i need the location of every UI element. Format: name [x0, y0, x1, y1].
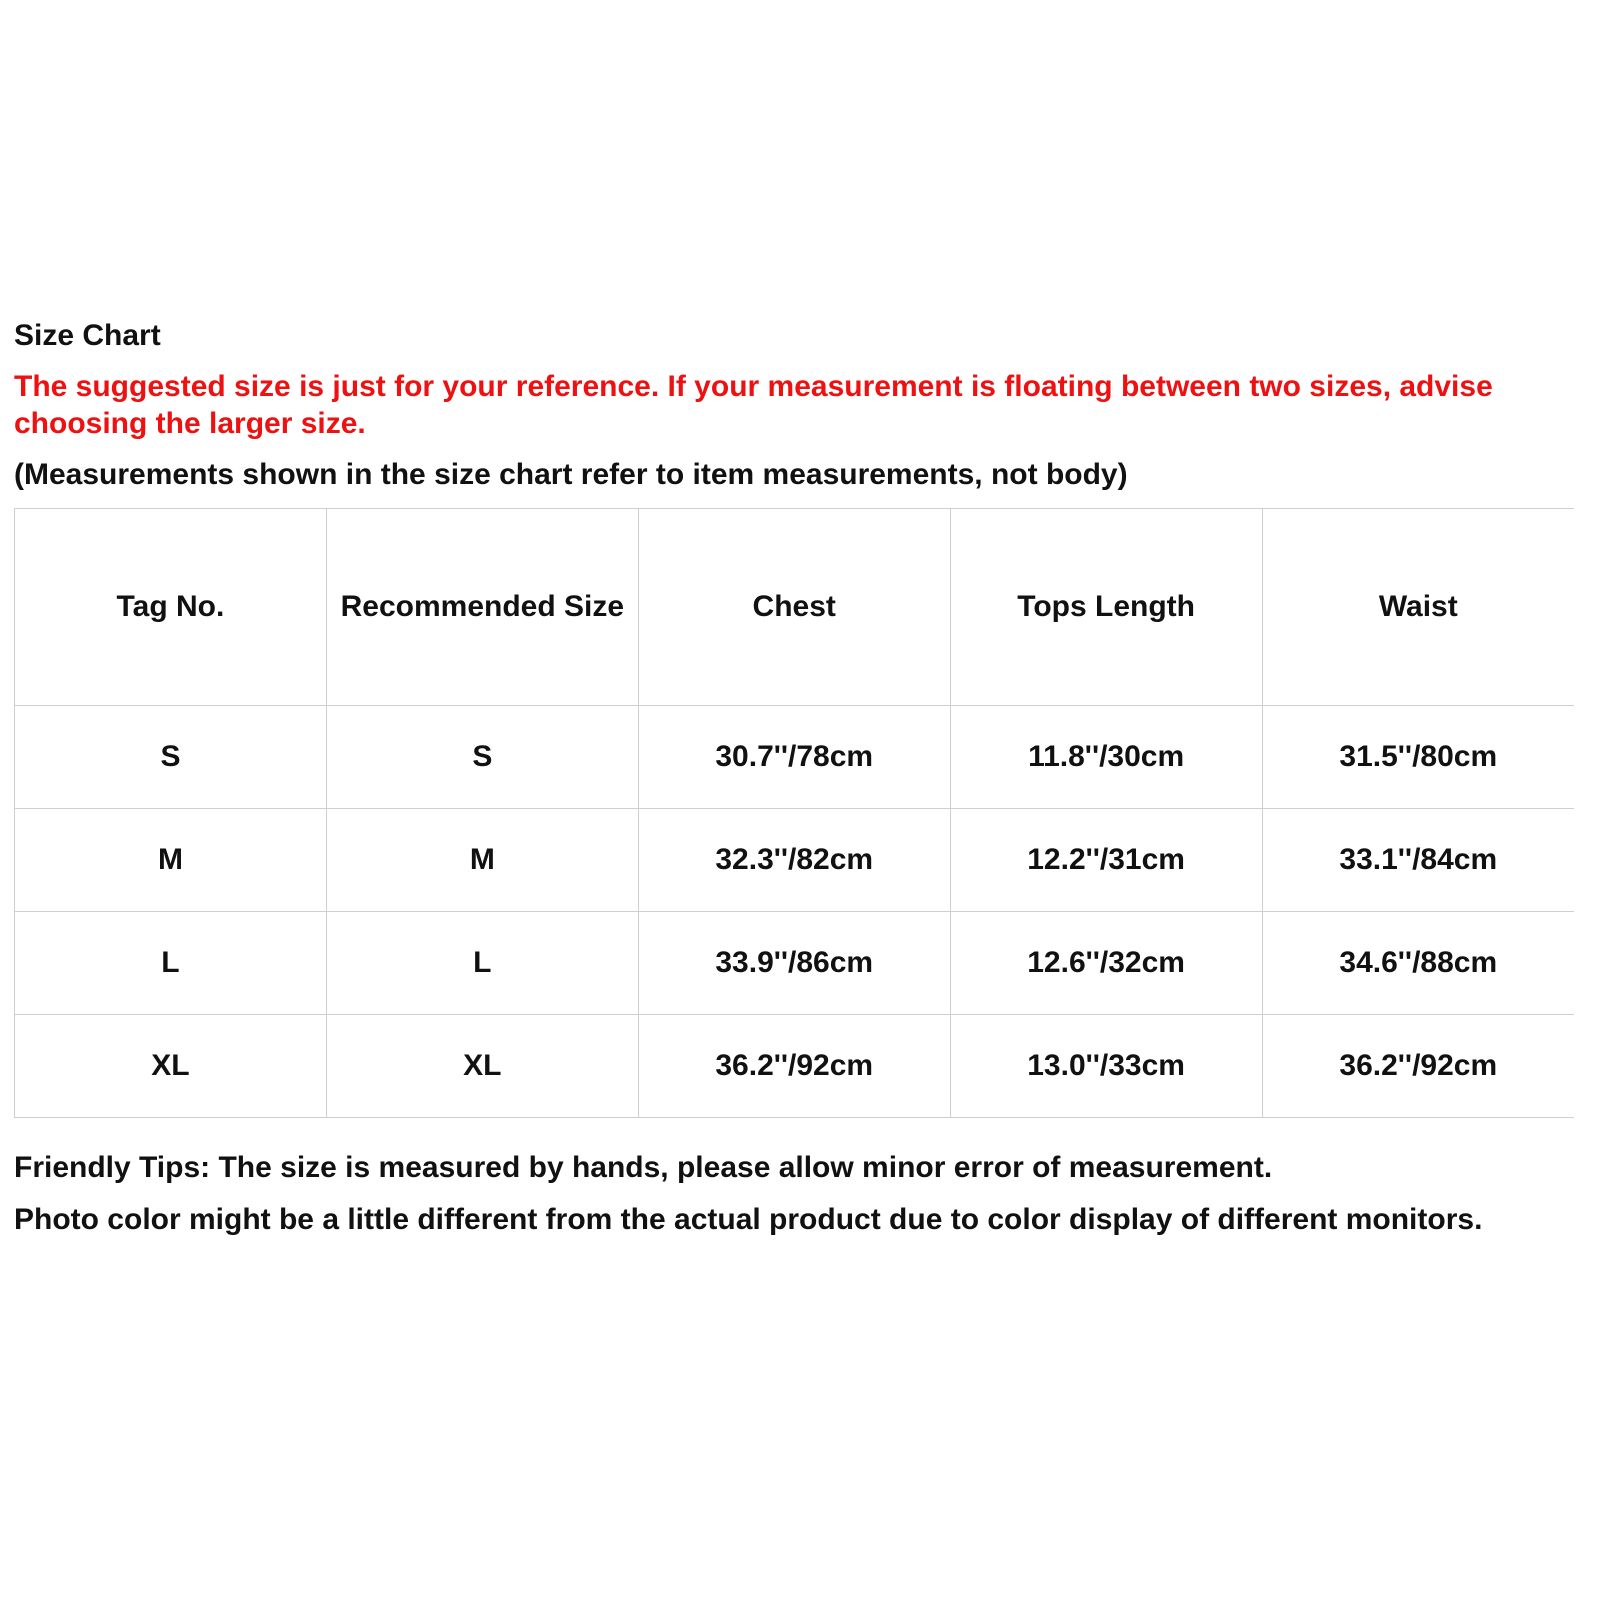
friendly-tips [14, 1142, 1586, 1246]
cell-waist: 33.1''/84cm [1262, 809, 1574, 912]
table-header-row [15, 509, 1575, 706]
header-waist: Waist [1262, 509, 1574, 706]
cell-chest: 36.2''/92cm [638, 1015, 950, 1118]
cell-waist: 31.5''/80cm [1262, 706, 1574, 809]
size-advice-notice: The suggested size is just for your reference. If your measurement is floating between two sizes, advise choosing the larger size. [14, 370, 1493, 440]
cell-recommended-size: XL [326, 1015, 638, 1118]
size-table [14, 508, 1574, 1118]
cell-chest: 32.3''/82cm [638, 809, 950, 912]
table-row [15, 1015, 1575, 1118]
table-row [15, 912, 1575, 1015]
measurement-note: (Measurements shown in the size chart refer to item measurements, not body) [14, 458, 1128, 491]
cell-tops-length: 11.8''/30cm [950, 706, 1262, 809]
cell-tag-no: L [15, 912, 327, 1015]
cell-recommended-size: M [326, 809, 638, 912]
tip-line: Friendly Tips: The size is measured by hands, please allow minor error of measurement. [14, 1151, 1273, 1184]
header-chest: Chest [638, 509, 950, 706]
cell-tops-length: 12.6''/32cm [950, 912, 1262, 1015]
header-tops-length: Tops Length [950, 509, 1262, 706]
cell-tag-no: XL [15, 1015, 327, 1118]
cell-waist: 36.2''/92cm [1262, 1015, 1574, 1118]
cell-recommended-size: L [326, 912, 638, 1015]
size-chart-document [14, 318, 1586, 1246]
table-row [15, 809, 1575, 912]
header-recommended-size: Recommended Size [326, 509, 638, 706]
table-row [15, 706, 1575, 809]
cell-tag-no: S [15, 706, 327, 809]
header-tag-no: Tag No. [15, 509, 327, 706]
cell-tag-no: M [15, 809, 327, 912]
page-title: Size Chart [14, 319, 161, 352]
cell-waist: 34.6''/88cm [1262, 912, 1574, 1015]
cell-chest: 30.7''/78cm [638, 706, 950, 809]
cell-recommended-size: S [326, 706, 638, 809]
cell-tops-length: 13.0''/33cm [950, 1015, 1262, 1118]
cell-tops-length: 12.2''/31cm [950, 809, 1262, 912]
tip-line: Photo color might be a little different from the actual product due to color display of different monitors. [14, 1203, 1483, 1236]
cell-chest: 33.9''/86cm [638, 912, 950, 1015]
